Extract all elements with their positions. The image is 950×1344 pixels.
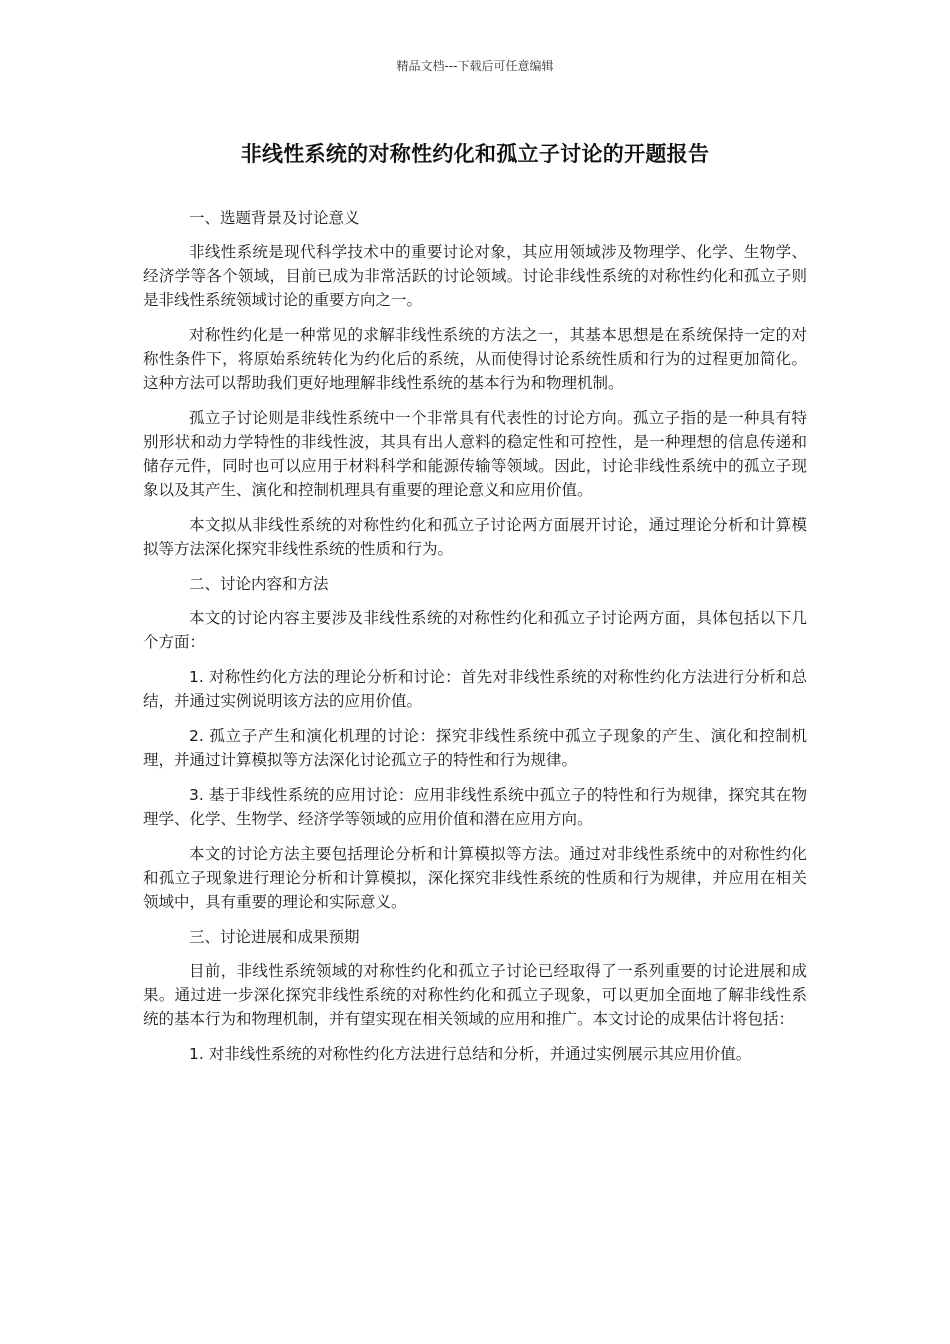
document-body [143, 206, 807, 1077]
header-note: 精品文档---下载后可任意编辑 [396, 59, 554, 73]
section-heading-content-methods: 二、讨论内容和方法 [189, 575, 329, 593]
document-title: 非线性系统的对称性约化和孤立子讨论的开题报告 [240, 142, 710, 166]
list-item: 1. 对称性约化方法的理论分析和讨论：首先对非线性系统的对称性约化方法进行分析和总结，并通过实例说明该方法的应用价值。 [143, 668, 807, 710]
list-item: 1. 对非线性系统的对称性约化方法进行总结和分析，并通过实例展示其应用价值。 [189, 1045, 752, 1063]
paragraph: 本文的讨论方法主要包括理论分析和计算模拟等方法。通过对非线性系统中的对称性约化和孤立子现象进行理论分析和计算模拟，深化探究非线性系统的性质和行为规律，并应用在相关领域中，具有重要的理论和实际意义。 [143, 845, 807, 911]
paragraph: 对称性约化是一种常见的求解非线性系统的方法之一，其基本思想是在系统保持一定的对称性条件下，将原始系统转化为约化后的系统，从而使得讨论系统性质和行为的过程更加简化。这种方法可以帮助我们更好地理解非线性系统的基本行为和物理机制。 [143, 326, 807, 392]
paragraph: 非线性系统是现代科学技术中的重要讨论对象，其应用领域涉及物理学、化学、生物学、经济学等各个领域，目前已成为非常活跃的讨论领域。讨论非线性系统的对称性约化和孤立子则是非线性系统领域讨论的重要方向之一。 [143, 243, 807, 309]
list-item: 2. 孤立子产生和演化机理的讨论：探究非线性系统中孤立子现象的产生、演化和控制机理，并通过计算模拟等方法深化讨论孤立子的特性和行为规律。 [143, 727, 807, 769]
paragraph: 本文拟从非线性系统的对称性约化和孤立子讨论两方面展开讨论，通过理论分析和计算模拟等方法深化探究非线性系统的性质和行为。 [143, 516, 807, 558]
list-item: 3. 基于非线性系统的应用讨论：应用非线性系统中孤立子的特性和行为规律，探究其在物理学、化学、生物学、经济学等领域的应用价值和潜在应用方向。 [143, 786, 807, 828]
paragraph: 目前，非线性系统领域的对称性约化和孤立子讨论已经取得了一系列重要的讨论进展和成果。通过进一步深化探究非线性系统的对称性约化和孤立子现象，可以更加全面地了解非线性系统的基本行为和物理机制，并有望实现在相关领域的应用和推广。本文讨论的成果估计将包括： [143, 962, 807, 1028]
paragraph: 本文的讨论内容主要涉及非线性系统的对称性约化和孤立子讨论两方面，具体包括以下几个方面： [143, 609, 807, 651]
paragraph: 孤立子讨论则是非线性系统中一个非常具有代表性的讨论方向。孤立子指的是一种具有特别形状和动力学特性的非线性波，其具有出人意料的稳定性和可控性，是一种理想的信息传递和储存元件，同时也可以应用于材料科学和能源传输等领域。因此，讨论非线性系统中的孤立子现象以及其产生、演化和控制机理具有重要的理论意义和应用价值。 [143, 409, 807, 499]
section-heading-progress: 三、讨论进展和成果预期 [189, 928, 360, 946]
section-heading-background: 一、选题背景及讨论意义 [189, 209, 360, 227]
